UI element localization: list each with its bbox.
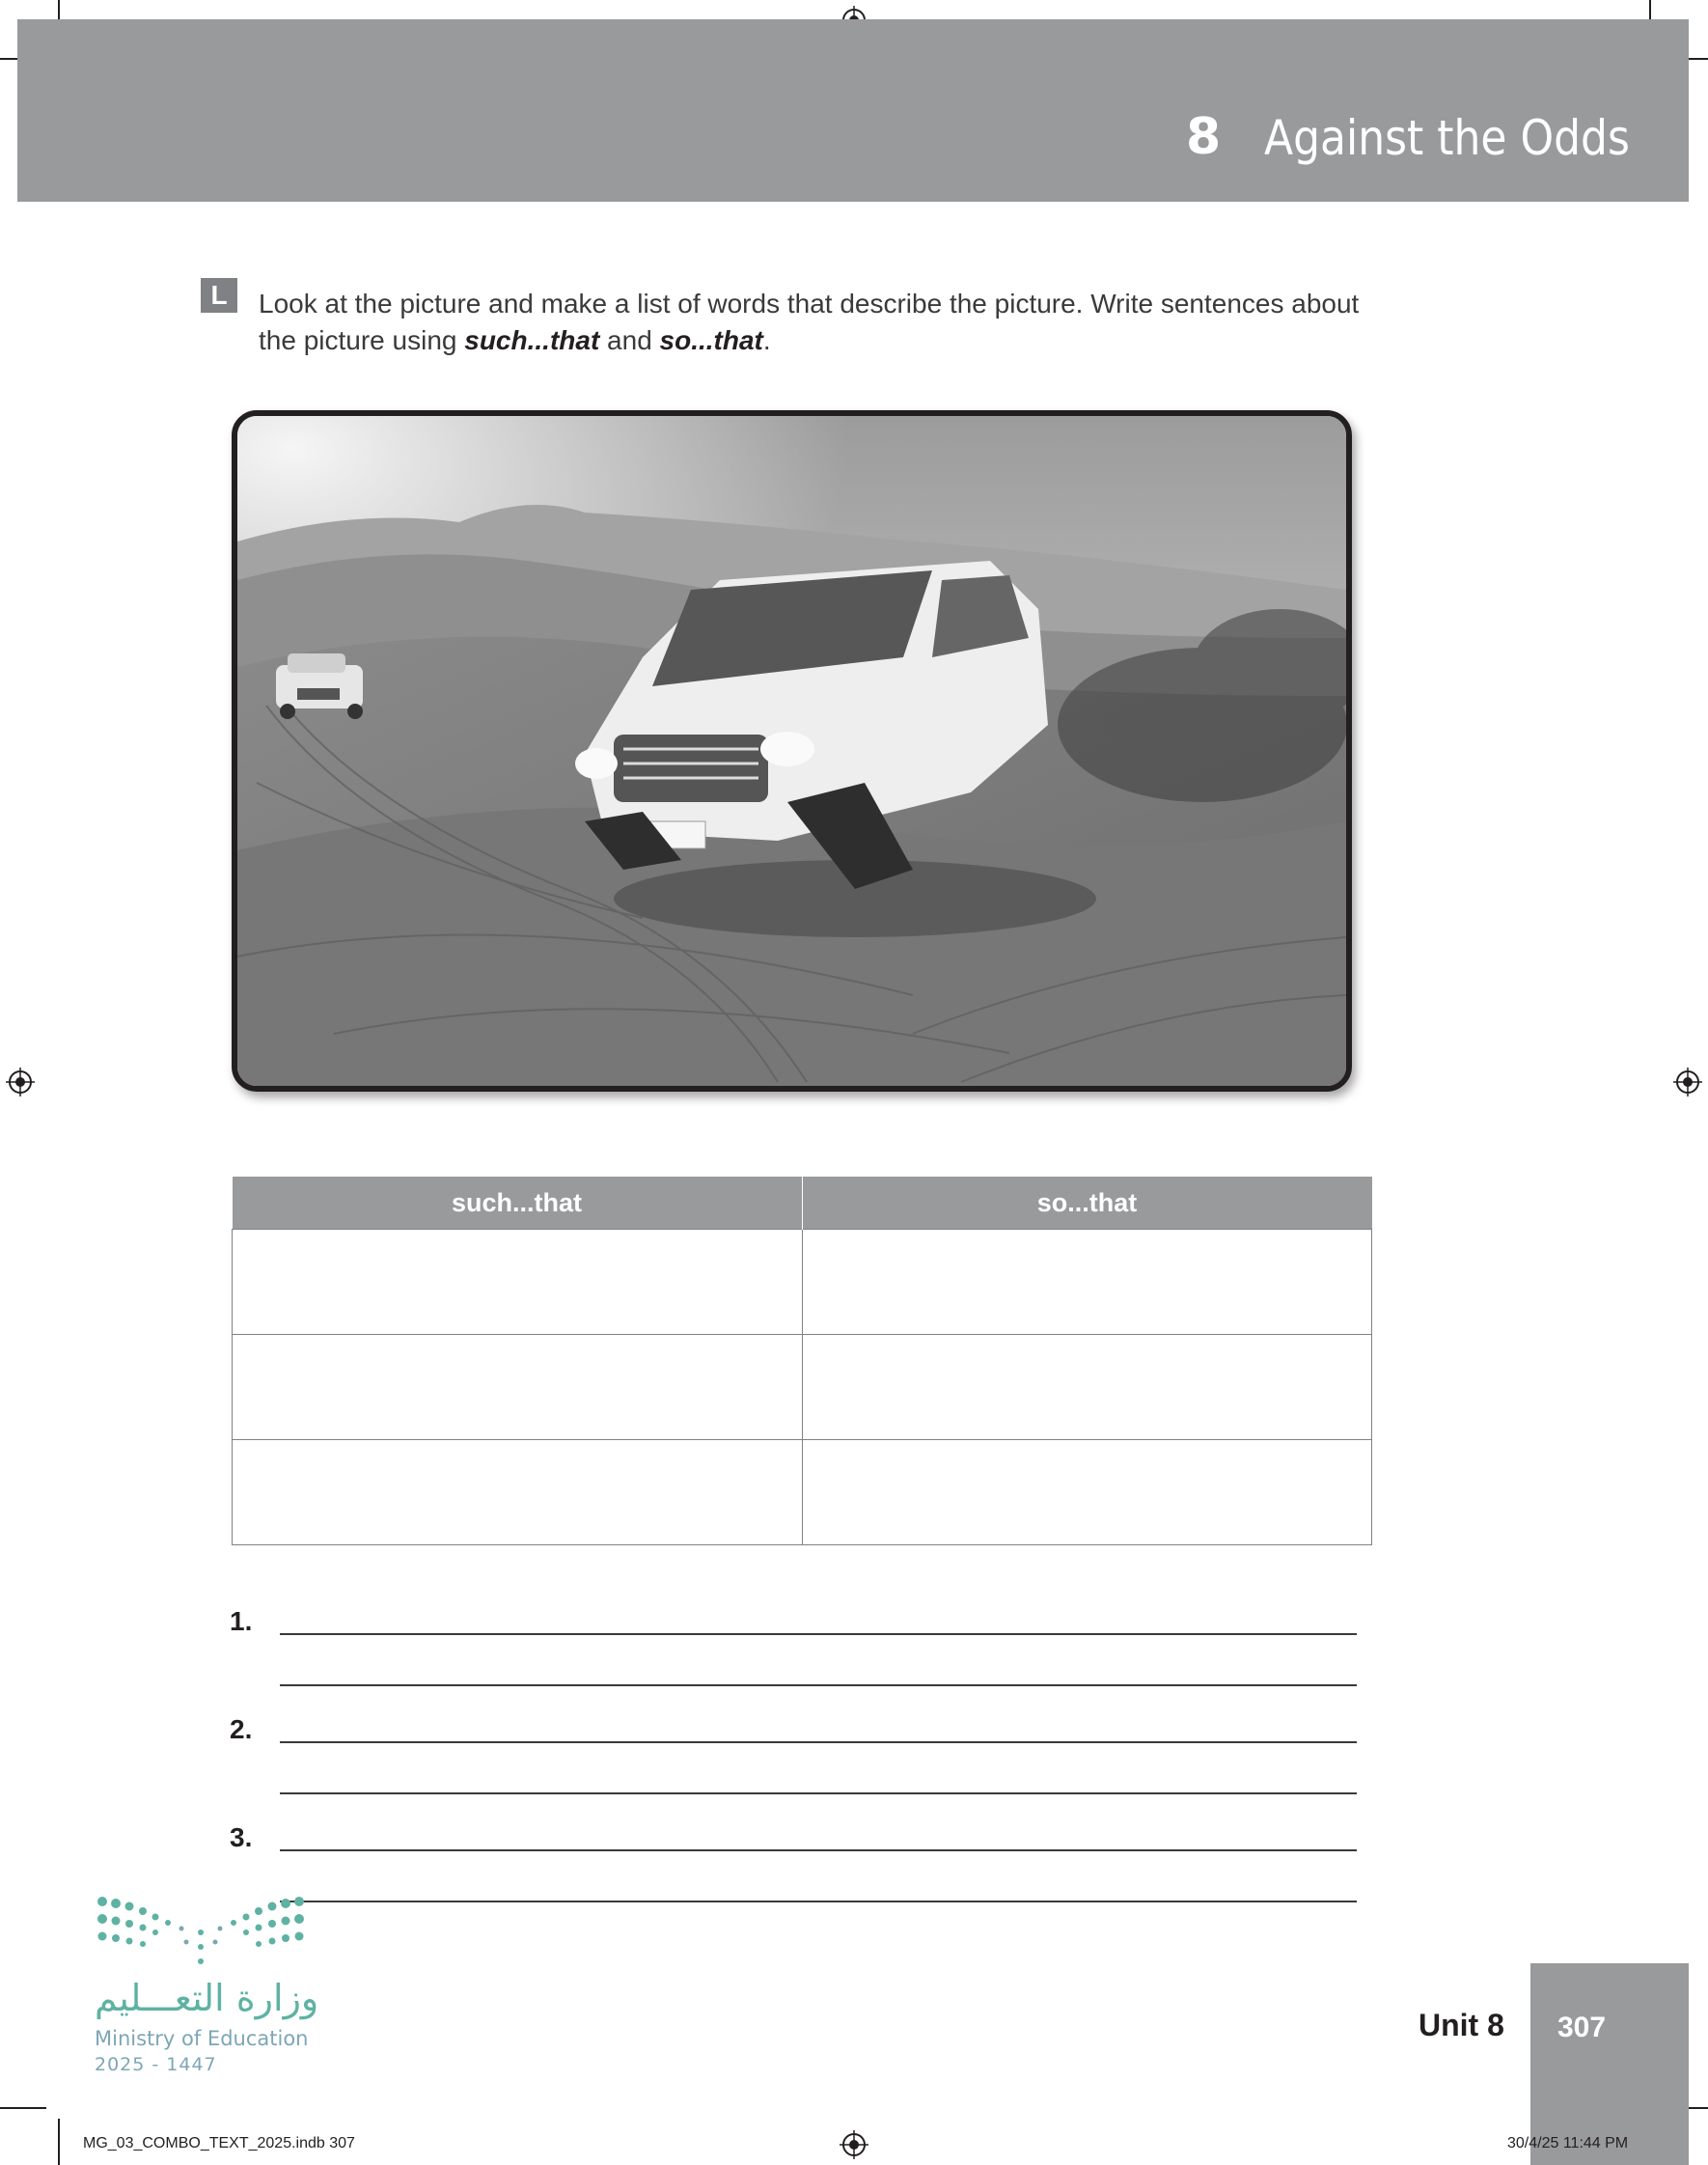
table-header-such: such...that [233,1177,803,1230]
desert-suv-photo [232,410,1352,1092]
task-badge: L [201,278,237,313]
writing-line[interactable] [280,1792,1357,1794]
sentence-number-1: 1. [230,1606,253,1636]
footer-unit-label: Unit 8 [1419,2008,1504,2042]
table-row [233,1440,1372,1545]
unit-number: 8 [1186,108,1222,166]
instruction-text: . [762,325,771,355]
table-header-row [233,1177,1372,1230]
writing-line[interactable] [280,1633,1357,1635]
photo-illustration [237,416,1346,1086]
ministry-logo-dots-icon [95,1894,307,1969]
table-header-so: so...that [802,1177,1372,1230]
writing-line[interactable] [280,1741,1357,1743]
answer-cell-such[interactable] [233,1230,803,1335]
answer-cell-so[interactable] [802,1230,1372,1335]
such-so-table [232,1177,1372,1545]
answer-cell-such[interactable] [233,1335,803,1440]
print-slug-date: 30/4/25 11:44 PM [1507,2135,1629,2151]
ministry-logo-english: Ministry of Education [95,2027,309,2050]
answer-cell-such[interactable] [233,1440,803,1545]
writing-line[interactable] [280,1901,1357,1902]
instruction-text: Look at the picture and make a list of words that describe the picture. Write sentences about the picture using [259,289,1360,355]
crop-mark [58,2119,60,2165]
page-number: 307 [1557,2012,1607,2043]
registration-mark-icon [6,1068,35,1096]
table-row [233,1230,1372,1335]
crop-mark [0,2107,46,2109]
answer-cell-so[interactable] [802,1335,1372,1440]
table-row [233,1335,1372,1440]
registration-mark-icon [840,2130,868,2159]
registration-mark-icon [1673,1068,1702,1096]
instruction-emphasis-so: so...that [659,325,763,355]
unit-title: Against the Odds [1264,110,1630,166]
ministry-logo-arabic: وزارة التعـــليم [95,1977,319,2019]
task-instruction [259,286,1378,359]
sentence-number-2: 2. [230,1714,253,1744]
instruction-emphasis-such: such...that [464,325,600,355]
print-slug-file: MG_03_COMBO_TEXT_2025.indb 307 [83,2135,355,2151]
answer-cell-so[interactable] [802,1440,1372,1545]
writing-line[interactable] [280,1684,1357,1686]
instruction-text: and [599,325,660,355]
sentence-number-3: 3. [230,1822,253,1852]
writing-line[interactable] [280,1849,1357,1851]
ministry-logo-years: 2025 - 1447 [95,2054,217,2075]
